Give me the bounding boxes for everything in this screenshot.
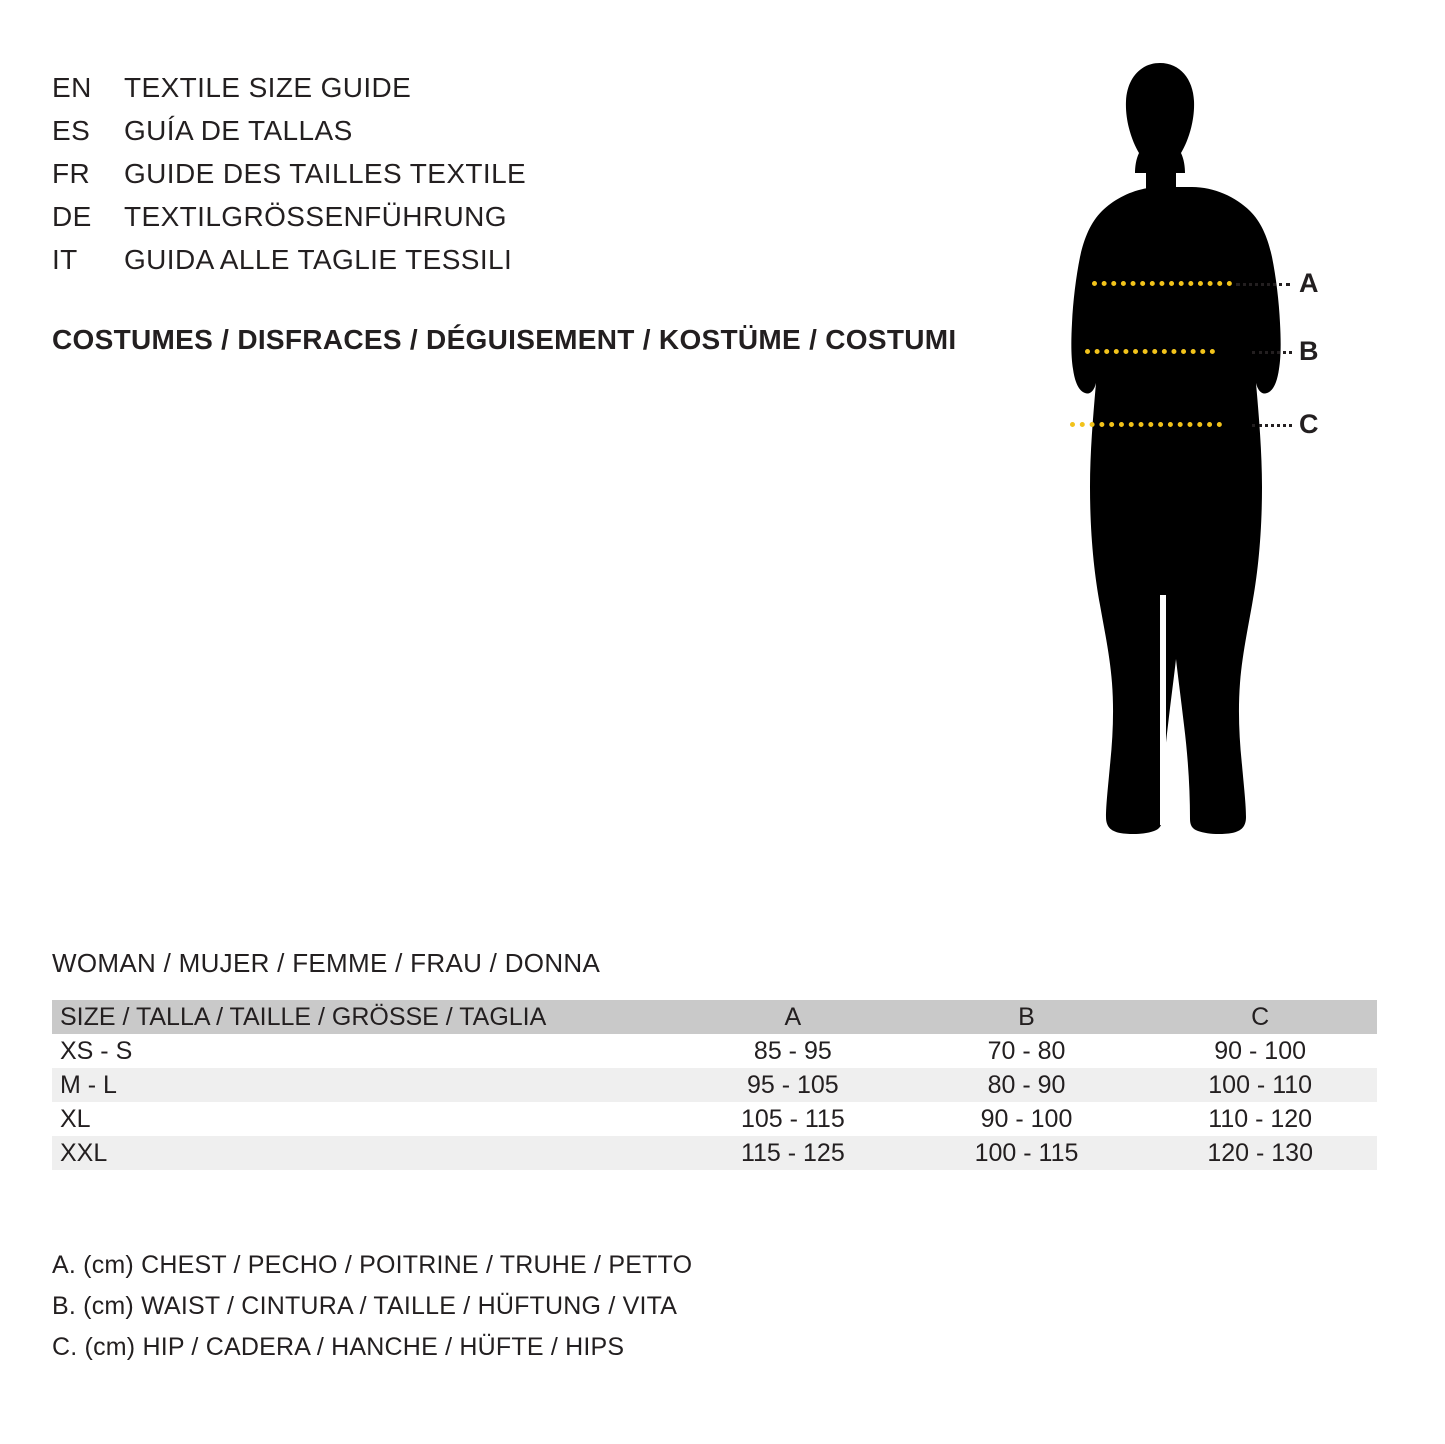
cell-size: XS - S [60, 1036, 133, 1065]
measurement-line-waist [1085, 349, 1215, 354]
leader-line-c [1252, 424, 1292, 427]
cell-chest: 95 - 105 [746, 1070, 839, 1099]
language-row-en [52, 72, 1012, 115]
size-table-head [52, 1000, 1377, 1034]
language-text-de: TEXTILGRÖSSENFÜHRUNG [124, 201, 507, 232]
legend-hip: C. (cm) HIP / CADERA / HANCHE / HÜFTE / HIPS [52, 1333, 625, 1361]
cell-size: M - L [60, 1070, 117, 1099]
legend-waist: B. (cm) WAIST / CINTURA / TAILLE / HÜFTUNG / VITA [52, 1292, 678, 1320]
measurement-legend [52, 1245, 692, 1368]
table-header-b: B [1018, 1002, 1035, 1031]
table-row [52, 1034, 1377, 1068]
table-row [52, 1136, 1377, 1170]
cell-waist: 70 - 80 [987, 1036, 1066, 1065]
size-table [52, 1000, 1377, 1170]
category-line: COSTUMES / DISFRACES / DÉGUISEMENT / KOSTÜME / COSTUMI [52, 324, 957, 355]
table-row [52, 1068, 1377, 1102]
table-header-size: SIZE / TALLA / TAILLE / GRÖSSE / TAGLIA [60, 1002, 547, 1031]
cell-hip: 100 - 110 [1208, 1070, 1313, 1099]
language-code-it: IT [52, 244, 78, 275]
measurement-line-hip [1070, 422, 1222, 427]
female-silhouette-illustration [1010, 55, 1380, 895]
cell-waist: 100 - 115 [974, 1138, 1079, 1167]
language-code-es: ES [52, 115, 91, 146]
language-text-it: GUIDA ALLE TAGLIE TESSILI [124, 244, 513, 275]
size-table-body [52, 1034, 1377, 1170]
cell-size: XXL [60, 1138, 108, 1167]
cell-hip: 120 - 130 [1207, 1138, 1313, 1167]
cell-chest: 105 - 115 [740, 1104, 845, 1133]
table-header-a: A [784, 1002, 802, 1031]
language-code-en: EN [52, 72, 92, 103]
leader-line-a [1236, 283, 1290, 286]
language-row-es [52, 115, 1012, 158]
cell-waist: 80 - 90 [987, 1070, 1066, 1099]
language-code-fr: FR [52, 158, 91, 189]
measurement-line-chest [1092, 281, 1232, 286]
language-row-it [52, 244, 1012, 287]
leader-line-b [1252, 351, 1292, 354]
language-text-en: TEXTILE SIZE GUIDE [124, 72, 412, 103]
language-code-de: DE [52, 201, 92, 232]
measurement-label-b: B [1299, 336, 1319, 366]
language-row-de [52, 201, 1012, 244]
legend-chest: A. (cm) CHEST / PECHO / POITRINE / TRUHE / PETTO [52, 1251, 693, 1279]
table-row [52, 1102, 1377, 1136]
language-text-es: GUÍA DE TALLAS [124, 115, 353, 146]
cell-chest: 115 - 125 [740, 1138, 845, 1167]
table-header-c: C [1251, 1002, 1270, 1031]
cell-chest: 85 - 95 [753, 1036, 832, 1065]
measurement-label-a: A [1299, 268, 1319, 298]
table-header-row [52, 1000, 1377, 1034]
cell-hip: 110 - 120 [1208, 1104, 1313, 1133]
language-text-fr: GUIDE DES TAILLES TEXTILE [124, 158, 527, 189]
language-row-fr [52, 158, 1012, 201]
cell-waist: 90 - 100 [980, 1104, 1073, 1133]
language-list [52, 72, 1012, 287]
measurement-label-c: C [1299, 409, 1319, 439]
table-caption: WOMAN / MUJER / FEMME / FRAU / DONNA [52, 948, 601, 978]
cell-hip: 90 - 100 [1214, 1036, 1307, 1065]
cell-size: XL [60, 1104, 91, 1133]
silhouette-shape [1071, 63, 1280, 834]
